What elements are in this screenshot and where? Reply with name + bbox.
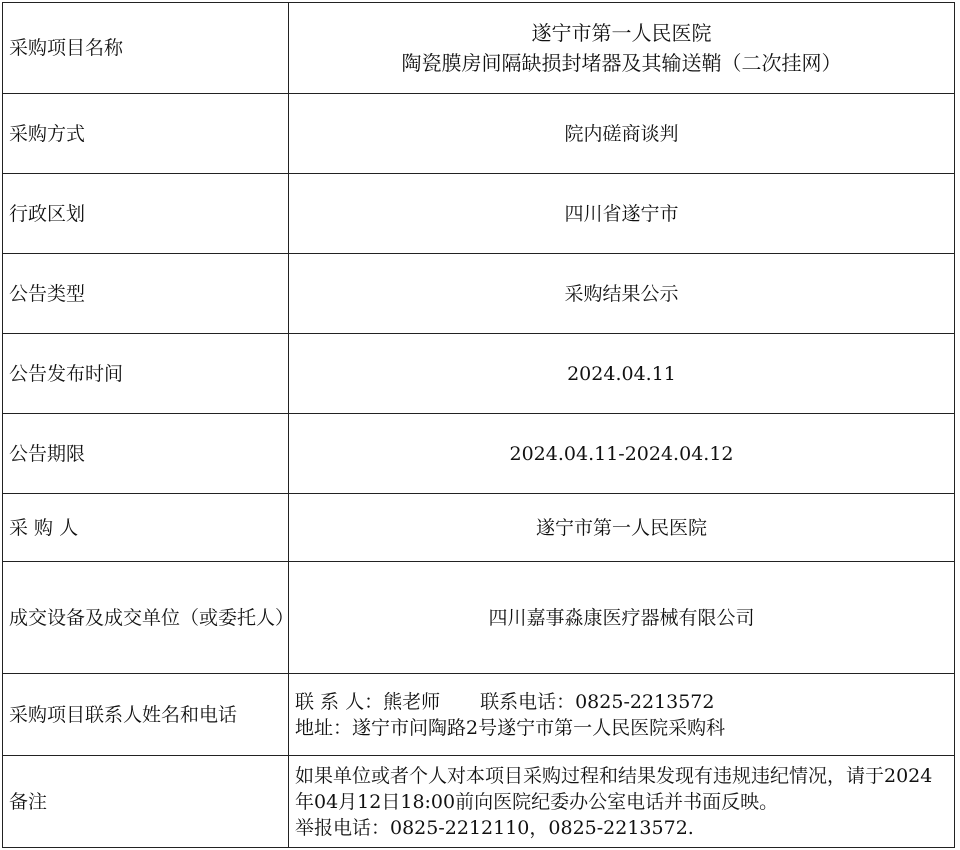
project-name-label: 采购项目名称 <box>3 3 289 94</box>
period-value: 2024.04.11-2024.04.12 <box>289 414 955 494</box>
publish-date-value: 2024.04.11 <box>289 334 955 414</box>
contact-line1 <box>295 689 948 715</box>
winner-label: 成交设备及成交单位（或委托人） <box>3 562 289 674</box>
procurement-notice-table <box>2 2 955 848</box>
project-title-line1: 遂宁市第一人民医院 <box>531 21 712 45</box>
row-region <box>3 174 955 254</box>
winner-value: 四川嘉事淼康医疗器械有限公司 <box>289 562 955 674</box>
contact-address: 地址：遂宁市问陶路2号遂宁市第一人民医院采购科 <box>295 716 726 739</box>
row-contact <box>3 674 955 756</box>
region-value: 四川省遂宁市 <box>289 174 955 254</box>
row-purchaser <box>3 494 955 562</box>
publish-date-label: 公告发布时间 <box>3 334 289 414</box>
method-label: 采购方式 <box>3 94 289 174</box>
row-notice-type <box>3 254 955 334</box>
remarks-label: 备注 <box>3 756 289 848</box>
purchaser-label: 采 购 人 <box>3 494 289 562</box>
row-period <box>3 414 955 494</box>
contact-person: 联 系 人：熊老师 <box>295 690 441 713</box>
row-remarks <box>3 756 955 848</box>
notice-type-label: 公告类型 <box>3 254 289 334</box>
contact-value <box>289 674 955 756</box>
notice-type-value: 采购结果公示 <box>289 254 955 334</box>
region-label: 行政区划 <box>3 174 289 254</box>
contact-phone: 联系电话：0825-2213572 <box>480 690 715 713</box>
project-title-line2: 陶瓷膜房间隔缺损封堵器及其输送鞘（二次挂网） <box>401 51 842 75</box>
row-publish-date <box>3 334 955 414</box>
row-winner <box>3 562 955 674</box>
contact-label: 采购项目联系人姓名和电话 <box>3 674 289 756</box>
project-name-value <box>289 3 955 94</box>
period-label: 公告期限 <box>3 414 289 494</box>
row-method <box>3 94 955 174</box>
row-project-name <box>3 3 955 94</box>
purchaser-value: 遂宁市第一人民医院 <box>289 494 955 562</box>
remarks-line2: 举报电话：0825-2212110，0825-2213572. <box>295 816 694 839</box>
remarks-value <box>289 756 955 848</box>
method-value: 院内磋商谈判 <box>289 94 955 174</box>
remarks-line1: 如果单位或者个人对本项目采购过程和结果发现有违规违纪情况，请于2024年04月12日18:00前向医院纪委办公室电话并书面反映。 <box>295 764 933 813</box>
